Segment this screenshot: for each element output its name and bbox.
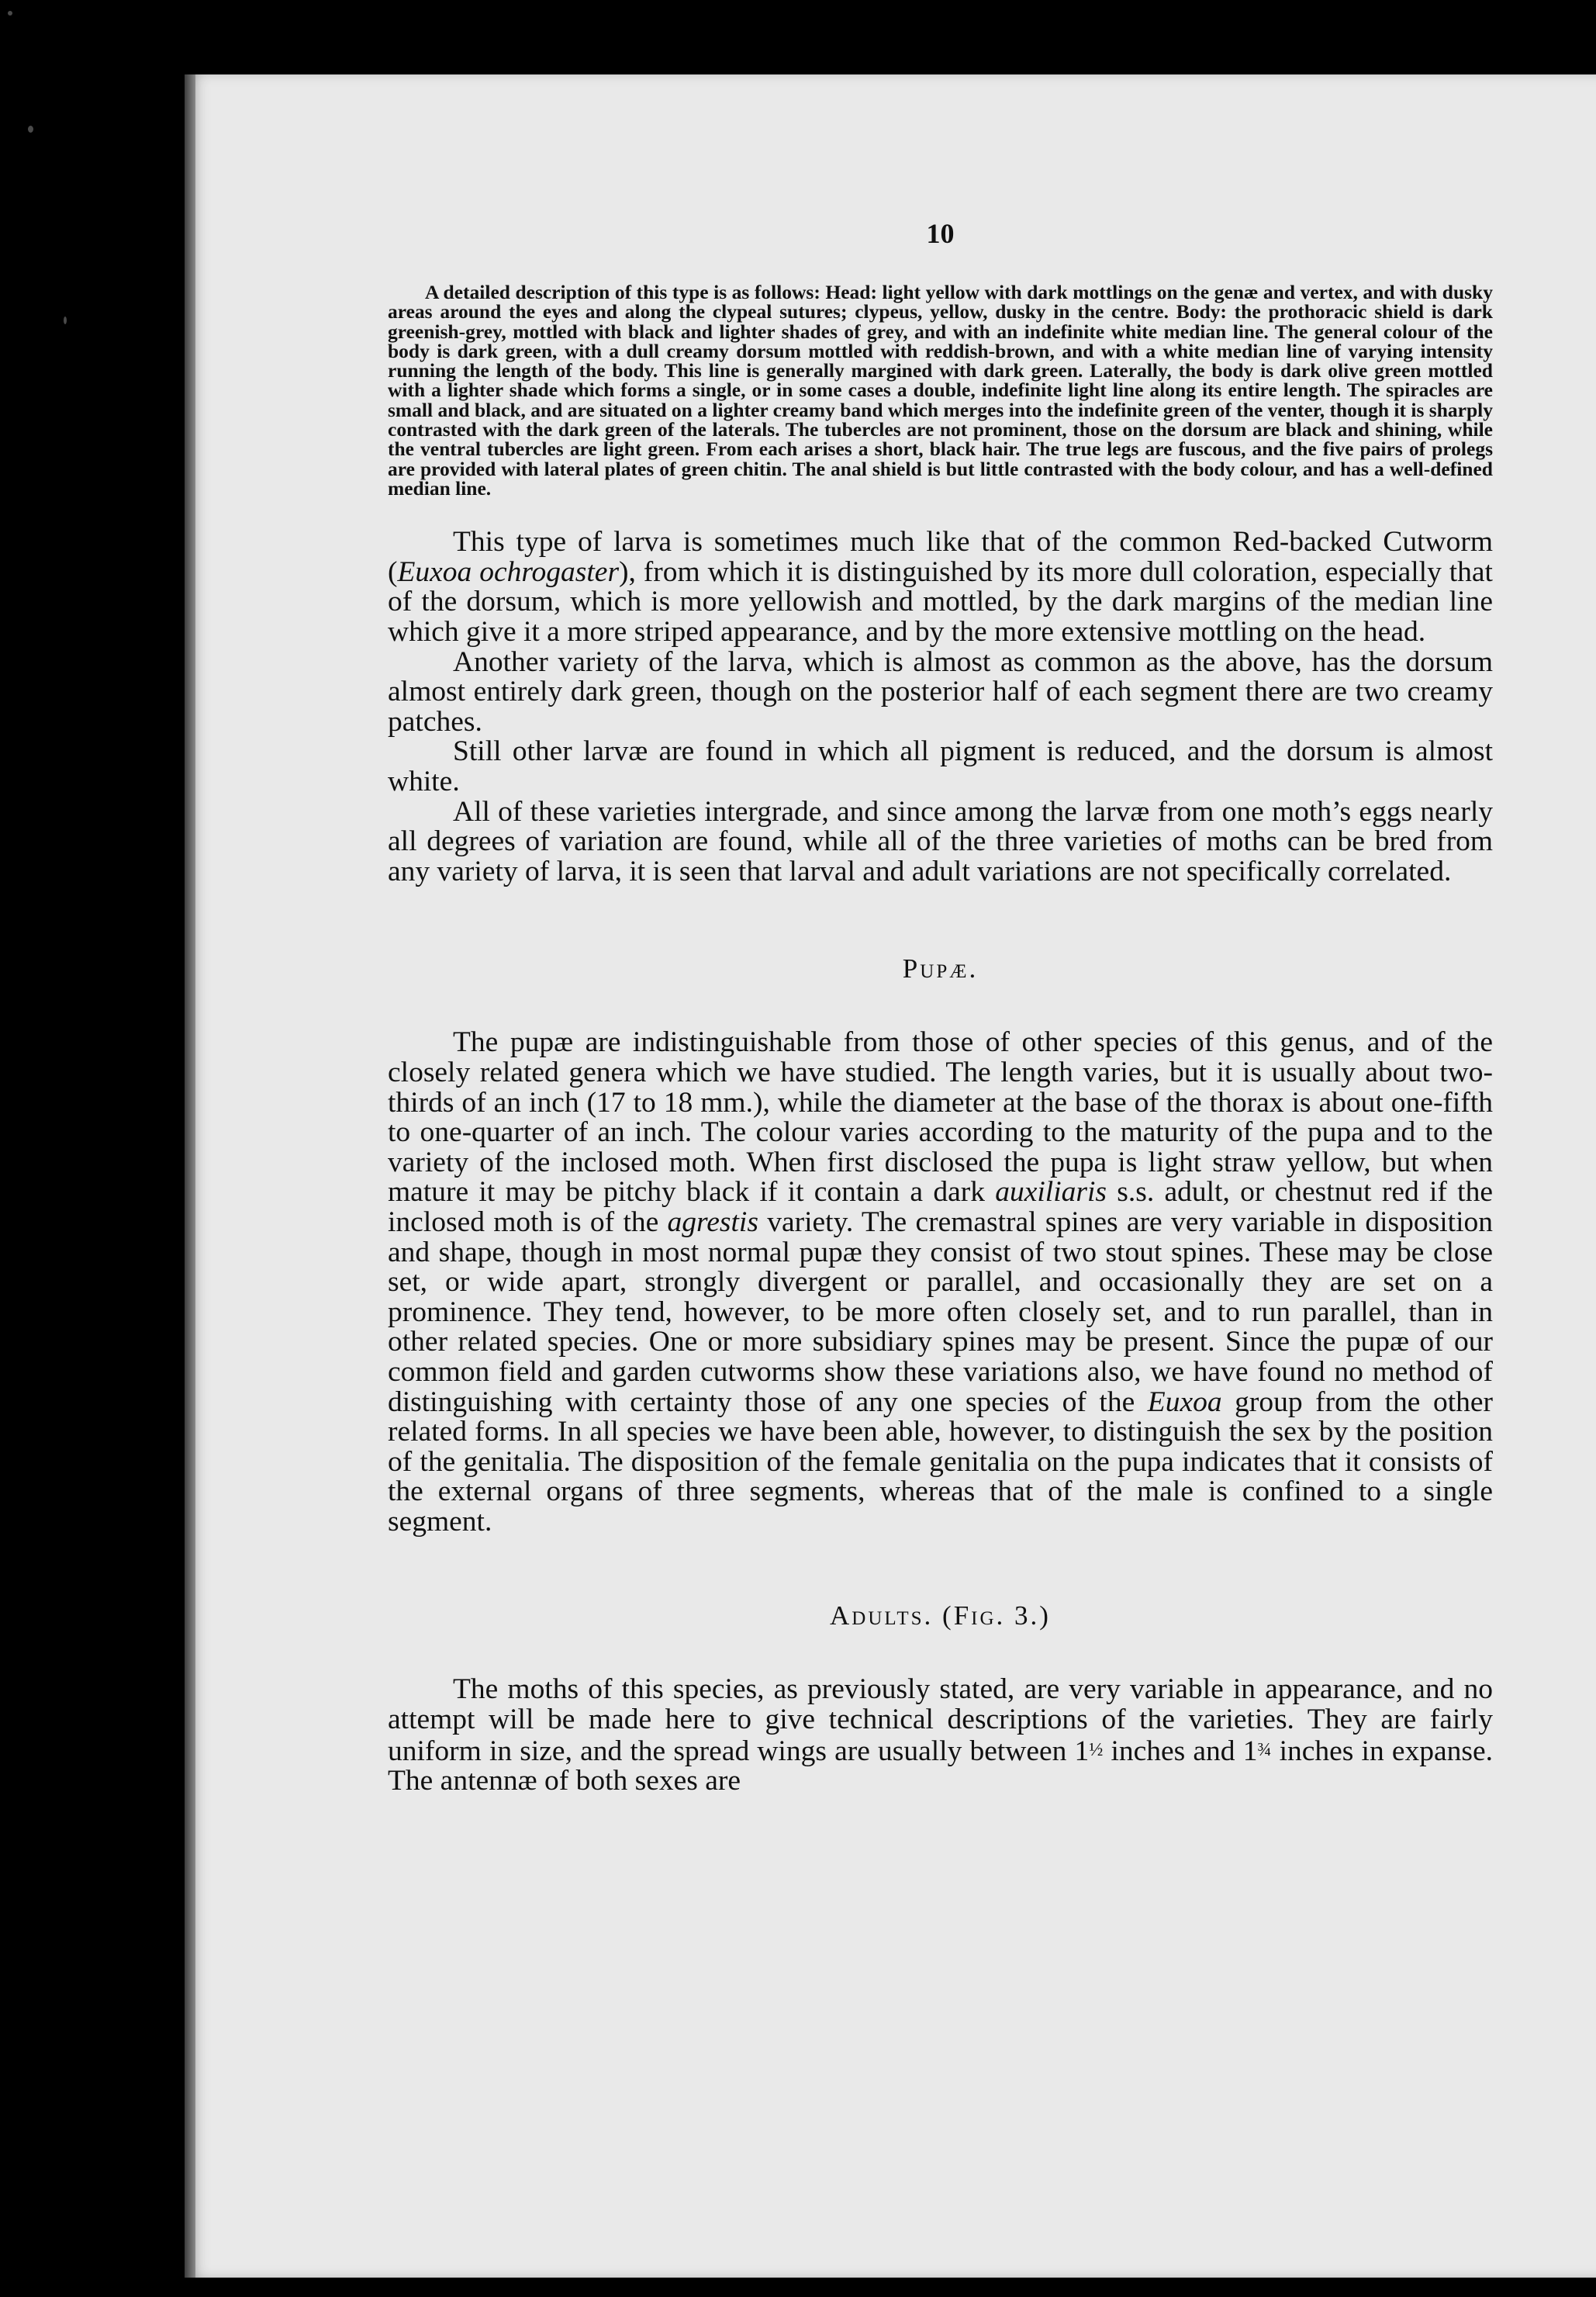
- scan-speck: [28, 126, 33, 133]
- genus-name: Euxoa: [1147, 1385, 1222, 1418]
- text-run: group from the other related forms. In all species we have been able, however, to distinguish the sex by the position of the genitalia. The disposition of the female genitalia on the pupa indicates that it consists of the external organs of three segments, whereas that of the male is confined to a single segment.: [388, 1385, 1493, 1538]
- text-run: variety. The cremastral spines are very variable in disposition and shape, though in most normal pupæ they consist of two stout spines. These may be close set, or wide apart, strongly divergent or parallel, and occasionally they are set on a prominence. They tend, however, to be more often closely set, and to run parallel, than in other related species. One or more subsidiary spines may be present. Since the pupæ of our common field and garden cutworms show these variations also, we have found no method of distinguishing with certainty those of any one species of the: [388, 1206, 1493, 1418]
- page-text: [388, 217, 1493, 1797]
- species-name: Euxoa ochrogaster: [397, 555, 620, 588]
- section-heading-pupae: Pupæ.: [902, 953, 979, 984]
- section-heading-adults: Adults. (Fig. 3.): [830, 1600, 1051, 1631]
- text-run: The moths of this species, as previously stated, are very variable in appearance, and no attempt will be made here to give technical descriptions of the varieties. They are fairly uniform in size, and the spread wings are usually between 1: [388, 1673, 1493, 1767]
- scan-speck: [8, 11, 12, 16]
- adults-paragraph: [388, 1675, 1493, 1796]
- scan-speck: [64, 317, 67, 324]
- text-run: inches and 1: [1103, 1735, 1258, 1767]
- page-number: 10: [926, 218, 955, 249]
- text-run: inches in expanse. The antennæ of both sexes are: [388, 1735, 1494, 1797]
- larva-comparison-paragraph: [388, 528, 1493, 647]
- fraction: ½: [1089, 1739, 1104, 1760]
- text-run: ), from which it is distinguished by its more dull coloration, especially that of the dorsum, which is more yellowish and mottled, by the dark margins of the median line which give it a more striped appearance, and by the more extensive mottling on the head.: [388, 555, 1493, 649]
- text-run: This type of larva is sometimes much like that of the common Red-backed Cutworm (: [388, 526, 1493, 588]
- text-run: s.s. adult, or chestnut red if the inclosed moth is of the: [388, 1176, 1493, 1238]
- species-name: agrestis: [667, 1206, 758, 1238]
- page-gutter-shadow: [185, 74, 195, 2278]
- species-name: auxiliaris: [995, 1176, 1107, 1209]
- pupae-paragraph: [388, 1028, 1493, 1537]
- variation-paragraph: All of these varieties intergrade, and since among the larvæ from one moth’s eggs nearly all degrees of variation are found, while all of the three varieties of moths can be bred from any variety of larva, it is seen that larval and adult variations are not specifically correlated.: [388, 795, 1493, 887]
- fraction: ¾: [1257, 1739, 1272, 1760]
- larva-variety-paragraph: Another variety of the larva, which is almost as common as the above, has the dorsum almost entirely dark green, though on the posterior half of each segment there are two creamy patches.: [388, 645, 1493, 738]
- text-run: The pupæ are indistinguishable from those of other species of this genus, and of the closely related genera which we have studied. The length varies, but it is usually about two-thirds of an inch (17 to 18 mm.), while the diameter at the base of the thorax is about one-fifth to one-quarter of an inch. The colour varies according to the maturity of the pupa and to the variety of the inclosed moth. When first disclosed the pupa is light straw yellow, but when mature it may be pitchy black if it contain a dark: [388, 1026, 1493, 1209]
- larva-description-paragraph: A detailed description of this type is as follows: Head: light yellow with dark mottlings on the genæ and vertex, and with dusky areas around the eyes and along the clypeal sutures; clypeus, yellow, dusky in the centre. Body: the prothoracic shield is dark greenish-grey, mottled with black and lighter shades of grey, and with an indefinite white median line. The general colour of the body is dark green, with a dull creamy dorsum mottled with reddish-brown, and with a white median line of varying intensity running the length of the body. This line is generally margined with dark green. Laterally, the body is dark olive green mottled with a lighter shade which forms a single, or in some cases a double, indefinite light line along its entire length. The spiracles are small and black, and are situated on a lighter creamy band which merges into the indefinite green of the venter, though it is sharply contrasted with the dark green of the laterals. The tubercles are not prominent, those on the dorsum are black and shining, while the ventral tubercles are light green. From each arises a short, black hair. The true legs are fuscous, and the five pairs of prolegs are provided with lateral plates of green chitin. The anal shield is but little contrasted with the body colour, and has a well-defined median line.: [388, 281, 1493, 500]
- larva-white-paragraph: Still other larvæ are found in which all pigment is reduced, and the dorsum is almost white.: [388, 735, 1493, 798]
